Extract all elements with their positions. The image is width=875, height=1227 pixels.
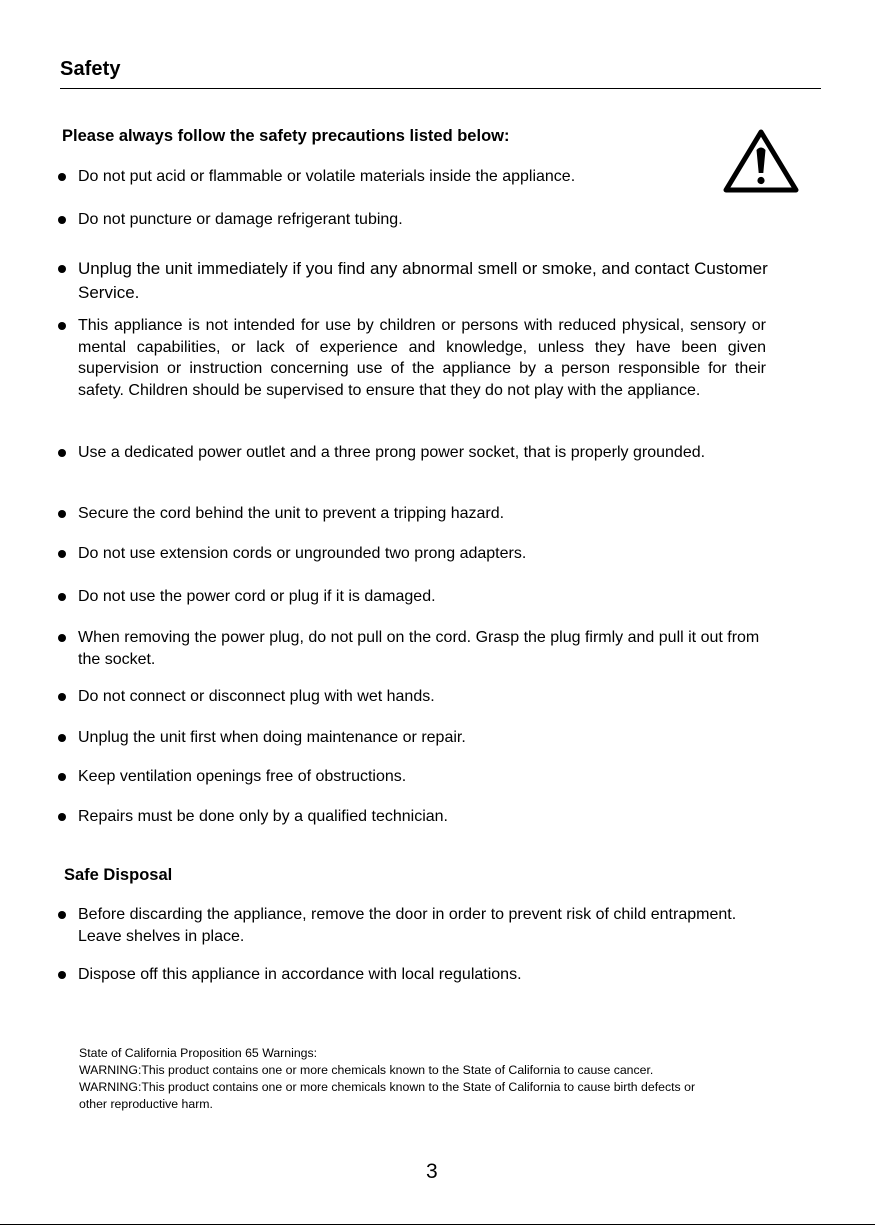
- bullet-dot: [58, 173, 66, 181]
- bullet-dot: [58, 971, 66, 979]
- safety-item: Do not use the power cord or plug if it is damaged.: [58, 586, 778, 608]
- bullet-dot: [58, 634, 66, 642]
- safety-item: Do not put acid or flammable or volatile materials inside the appliance.: [58, 166, 778, 188]
- bullet-dot: [58, 734, 66, 742]
- safety-item: Do not use extension cords or ungrounded two prong adapters.: [58, 543, 778, 565]
- bullet-dot: [58, 593, 66, 601]
- bullet-dot: [58, 510, 66, 518]
- bullet-dot: [58, 449, 66, 457]
- safety-item: This appliance is not intended for use by children or persons with reduced physical, sensory or mental capabilities, or lack of experience and knowledge, unless they have been given supervision or instruction concerning use of the appliance by a person responsible for their safety. Children should be supervised to ensure that they do not play with the appliance.: [58, 315, 766, 401]
- prop65-warning-birth-defects-cont: other reproductive harm.: [79, 1097, 213, 1111]
- safety-intro: Please always follow the safety precautions listed below:: [62, 127, 510, 145]
- safety-item: Unplug the unit first when doing maintenance or repair.: [58, 727, 778, 749]
- bullet-dot: [58, 813, 66, 821]
- safety-item: Use a dedicated power outlet and a three prong power socket, that is properly grounded.: [58, 442, 708, 464]
- bullet-dot: [58, 693, 66, 701]
- page-number: 3: [426, 1160, 438, 1183]
- bullet-dot: [58, 550, 66, 558]
- bullet-dot: [58, 773, 66, 781]
- title-divider: [60, 88, 821, 89]
- safety-item: Do not puncture or damage refrigerant tubing.: [58, 209, 778, 231]
- bullet-dot: [58, 322, 66, 330]
- safety-item: Secure the cord behind the unit to prevent a tripping hazard.: [58, 503, 778, 525]
- disposal-title: Safe Disposal: [64, 866, 173, 884]
- bottom-rule: [0, 1224, 875, 1225]
- prop65-warning-cancer: WARNING:This product contains one or more chemicals known to the State of California to cause cancer.: [79, 1063, 654, 1077]
- bullet-dot: [58, 911, 66, 919]
- prop65-warning-birth-defects: WARNING:This product contains one or more chemicals known to the State of California to cause birth defects or: [79, 1080, 696, 1094]
- bullet-dot: [58, 265, 66, 273]
- prop65-heading: State of California Proposition 65 Warnings:: [79, 1046, 318, 1060]
- bullet-dot: [58, 216, 66, 224]
- safety-item: Keep ventilation openings free of obstructions.: [58, 766, 778, 788]
- page-title: Safety: [60, 58, 121, 80]
- safety-item: Do not connect or disconnect plug with wet hands.: [58, 686, 778, 708]
- safety-item: Unplug the unit immediately if you find any abnormal smell or smoke, and contact Customer Service.: [58, 257, 770, 305]
- disposal-item: Dispose off this appliance in accordance with local regulations.: [58, 964, 778, 986]
- prop65-notice: [79, 1045, 804, 1113]
- safety-item: Repairs must be done only by a qualified technician.: [58, 806, 778, 828]
- safety-item: When removing the power plug, do not pull on the cord. Grasp the plug firmly and pull it out from the socket.: [58, 627, 770, 670]
- disposal-item: Before discarding the appliance, remove the door in order to prevent risk of child entrapment. Leave shelves in place.: [58, 904, 738, 947]
